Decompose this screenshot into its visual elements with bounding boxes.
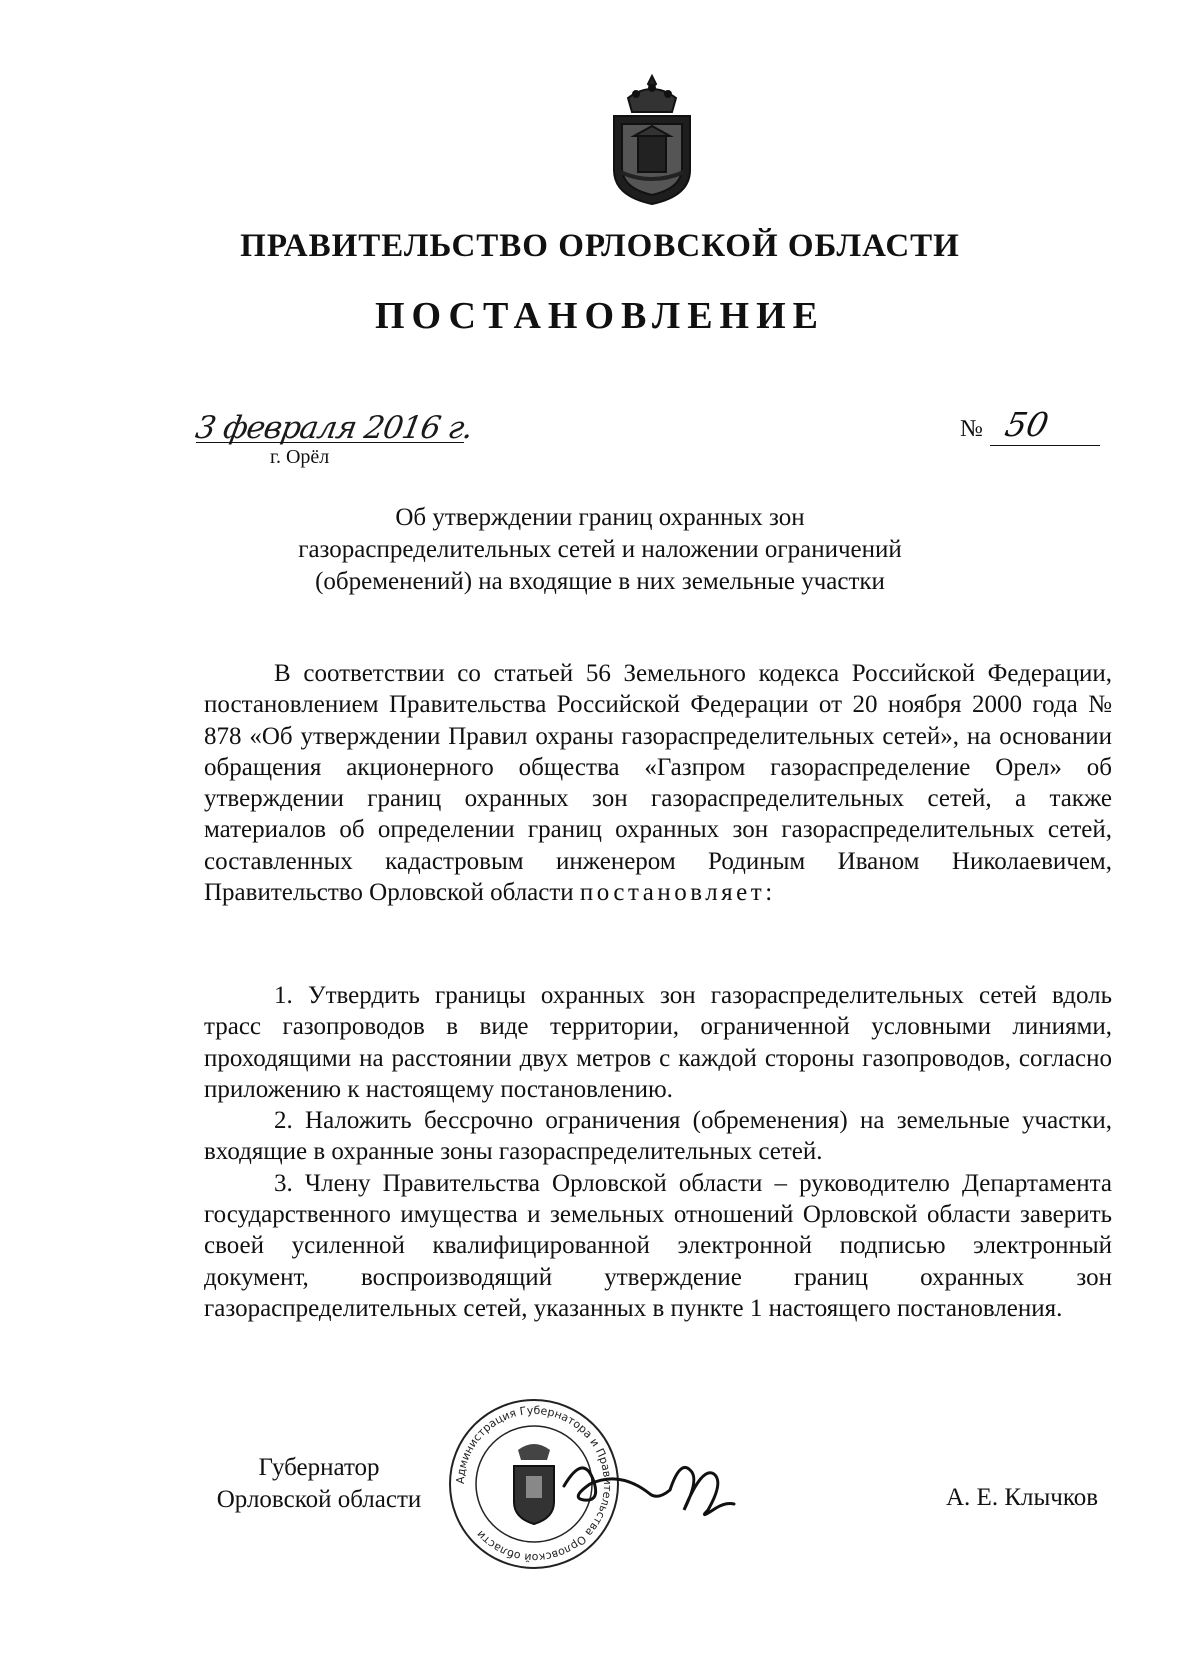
government-title: ПРАВИТЕЛЬСТВО ОРЛОВСКОЙ ОБЛАСТИ bbox=[240, 228, 960, 264]
signatory-name: А. Е. Клычков bbox=[946, 1484, 1099, 1511]
signatory-position bbox=[204, 1452, 434, 1516]
resolution-item-1: 1. Утвердить границы охранных зон газораспределительных сетей вдоль трасс газопроводов в виде территории, ограниченной условными линиями, проходящими на расстоянии двух метров с каждой стороны газопроводов, согласно приложению к настоящему постановлению. bbox=[204, 982, 1112, 1103]
resolution-item-2: 2. Наложить бессрочно ограничения (обременения) на земельные участки, входящие в охранные зоны газораспределительных сетей. bbox=[204, 1107, 1112, 1166]
preamble-text: В соответствии со статьей 56 Земельного кодекса Российской Федерации, постановлением Правительства Российской Федерации от 20 ноября 2000 года № 878 «Об утверждении Правил охраны газораспределительных сетей», на основании обращения акционерного общества «Газпром газораспределение Орел» об утверждении границ охранных зон газораспределительных сетей, а также материалов об определении границ охранных зон газораспределительных сетей, составленных кадастровым инженером Родиным Иваном Николаевичем, Правительство Орловской области bbox=[204, 660, 1112, 907]
date-underline bbox=[196, 442, 464, 443]
handwritten-date: 3 февраля 2016 г. bbox=[192, 410, 476, 446]
subject-line: Об утверждении границ охранных зон bbox=[395, 504, 805, 531]
resolution-items bbox=[204, 980, 1112, 1324]
position-line: Губернатор bbox=[258, 1454, 380, 1481]
coat-of-arms-icon bbox=[606, 72, 698, 208]
position-line: Орловской области bbox=[216, 1486, 422, 1513]
preamble bbox=[204, 658, 1112, 908]
handwritten-number: 50 bbox=[1001, 405, 1053, 444]
resolves-word: постановляет: bbox=[579, 879, 776, 907]
seal-text: Администрация Губернатора и Правительства Орловской области bbox=[453, 1403, 615, 1565]
number-underline bbox=[990, 445, 1100, 446]
subject-line: газораспределительных сетей и наложении ограничений bbox=[298, 536, 902, 563]
document-subject bbox=[250, 502, 950, 598]
resolution-item-3: 3. Члену Правительства Орловской области – руководителю Департамента государственного имущества и земельных отношений Орловской области заверить своей усиленной квалифицированной электронной подписью электронный документ, воспроизводящий утверждение границ охранных зон газораспределительных сетей, указанных в пункте 1 настоящего постановления. bbox=[204, 1169, 1112, 1322]
number-sign: № bbox=[960, 416, 983, 442]
city-label: г. Орёл bbox=[270, 446, 330, 468]
subject-line: (обременений) на входящие в них земельные участки bbox=[315, 568, 885, 595]
document-type: ПОСТАНОВЛЕНИЕ bbox=[374, 295, 826, 337]
handwritten-signature-icon bbox=[560, 1442, 740, 1522]
